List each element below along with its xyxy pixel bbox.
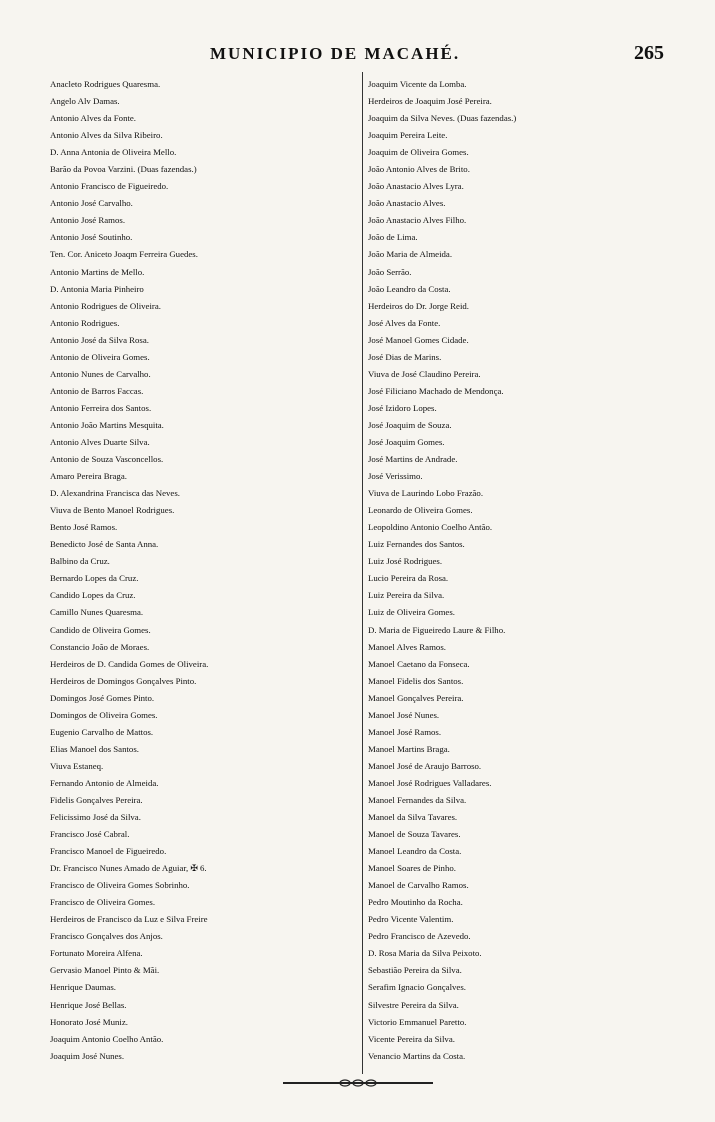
list-item: Henrique José Bellas. [50, 999, 127, 1010]
list-item: Serafim Ignacio Gonçalves. [368, 982, 466, 993]
list-item: Manoel Leandro da Costa. [368, 846, 462, 857]
list-item: Fidelis Gonçalves Pereira. [50, 794, 143, 805]
list-item: Candido de Oliveira Gomes. [50, 624, 151, 635]
list-item: Antonio José Soutinho. [50, 232, 133, 243]
list-item: João Antonio Alves de Brito. [368, 164, 470, 175]
list-item: Manoel de Carvalho Ramos. [368, 880, 469, 891]
list-item: Antonio Francisco de Figueiredo. [50, 181, 169, 192]
list-item: Gervasio Manoel Pinto & Mãi. [50, 965, 160, 976]
list-item: José Manoel Gomes Cidade. [368, 334, 469, 345]
right-name-column [368, 76, 688, 1065]
list-item: Sebastião Pereira da Silva. [368, 965, 462, 976]
list-item: José Dias de Marins. [368, 351, 442, 362]
list-item: Domingos José Gomes Pinto. [50, 692, 155, 703]
list-item: Herdeiros de Domingos Gonçalves Pinto. [50, 675, 197, 686]
list-item: Antonio Nunes de Carvalho. [50, 368, 151, 379]
page-title: MUNICIPIO DE MACAHÉ. [210, 44, 461, 63]
list-item: Leopoldino Antonio Coelho Antão. [368, 522, 493, 533]
list-item: João de Lima. [368, 232, 418, 243]
list-item: Manoel José Ramos. [368, 726, 442, 737]
list-item: D. Rosa Maria da Silva Peixoto. [368, 948, 482, 959]
list-item: Domingos de Oliveira Gomes. [50, 709, 158, 720]
list-item: José Alves da Fonte. [368, 317, 441, 328]
footer-ornament [283, 1079, 433, 1087]
list-item: João Anastacio Alves Filho. [368, 215, 467, 226]
list-item: Antonio de Souza Vasconcellos. [50, 454, 164, 465]
list-item: Joaquim Pereira Leite. [368, 130, 448, 141]
list-item: Herdeiros do Dr. Jorge Reid. [368, 300, 469, 311]
list-item: Antonio José da Silva Rosa. [50, 334, 149, 345]
list-item: Manoel Fidelis dos Santos. [368, 675, 464, 686]
list-item: Camillo Nunes Quaresma. [50, 607, 144, 618]
list-item: Herdeiros de Joaquim José Pereira. [368, 96, 492, 107]
list-item: Eugenio Carvalho de Mattos. [50, 726, 154, 737]
list-item: Antonio de Barros Faccas. [50, 385, 144, 396]
left-name-column [50, 76, 362, 1065]
list-item: José Martins de Andrade. [368, 454, 458, 465]
list-item: Joaquim da Silva Neves. (Duas fazendas.) [368, 113, 517, 124]
list-item: Henrique Daumas. [50, 982, 116, 993]
list-item: Victorio Emmanuel Paretto. [368, 1016, 467, 1027]
list-item: Manoel José Nunes. [368, 709, 440, 720]
list-item: Constancio João de Moraes. [50, 641, 150, 652]
list-item: Viuva de José Claudino Pereira. [368, 368, 481, 379]
list-item: Manoel Alves Ramos. [368, 641, 446, 652]
list-item: Honorato José Muniz. [50, 1016, 128, 1027]
list-item: João Leandro da Costa. [368, 283, 451, 294]
list-item: D. Antonia Maria Pinheiro [50, 283, 144, 294]
list-item: Herdeiros de Francisco da Luz e Silva Freire [50, 914, 208, 925]
list-item: Pedro Francisco de Azevedo. [368, 931, 471, 942]
list-item: Luiz José Rodrigues. [368, 556, 443, 567]
list-item: Antonio Rodrigues. [50, 317, 120, 328]
column-divider [362, 72, 363, 1074]
list-item: Manoel da Silva Tavares. [368, 812, 458, 823]
list-item: Antonio José Ramos. [50, 215, 126, 226]
list-item: Lucio Pereira da Rosa. [368, 573, 449, 584]
list-item: Francisco Gonçalves dos Anjos. [50, 931, 163, 942]
list-item: João Anastacio Alves. [368, 198, 446, 209]
list-item: Antonio Alves Duarte Silva. [50, 436, 150, 447]
list-item: Antonio Alves da Silva Ribeiro. [50, 130, 163, 141]
list-item: Manoel Fernandes da Silva. [368, 794, 467, 805]
list-item: Antonio Martins de Mello. [50, 266, 145, 277]
page-header [0, 44, 715, 72]
list-item: Francisco de Oliveira Gomes Sobrinho. [50, 880, 190, 891]
list-item: Manoel Soares de Pinho. [368, 863, 456, 874]
list-item: Antonio de Oliveira Gomes. [50, 351, 150, 362]
list-item: João Anastacio Alves Lyra. [368, 181, 464, 192]
list-item: Antonio Rodrigues de Oliveira. [50, 300, 161, 311]
list-item: Anacleto Rodrigues Quaresma. [50, 79, 161, 89]
list-item: João Serrão. [368, 266, 412, 277]
list-item: Joaquim Vicente da Lomba. [368, 79, 467, 89]
list-item: José Verissimo. [368, 471, 423, 482]
list-item: Francisco de Oliveira Gomes. [50, 897, 156, 908]
list-item: Bernardo Lopes da Cruz. [50, 573, 139, 584]
list-item: Manoel Martins Braga. [368, 743, 450, 754]
list-item: Pedro Moutinho da Rocha. [368, 897, 463, 908]
list-item: Manoel de Souza Tavares. [368, 829, 461, 840]
list-item: Manoel José de Araujo Barroso. [368, 760, 482, 771]
list-item: Candido Lopes da Cruz. [50, 590, 136, 601]
list-item: Angelo Alv Damas. [50, 96, 120, 107]
page-number: 265 [634, 42, 664, 64]
list-item: D. Alexandrina Francisca das Neves. [50, 488, 180, 499]
list-item: Herdeiros de D. Candida Gomes de Oliveira. [50, 658, 209, 669]
list-item: José Joaquim Gomes. [368, 436, 445, 447]
list-item: Pedro Vicente Valentim. [368, 914, 454, 925]
list-item: Antonio Alves da Fonte. [50, 113, 137, 124]
list-item: Balbino da Cruz. [50, 556, 110, 567]
list-item: Luiz de Oliveira Gomes. [368, 607, 455, 618]
list-item: Viuva de Laurindo Lobo Frazão. [368, 488, 484, 499]
list-item: Francisco José Cabral. [50, 829, 130, 840]
list-item: Felicissimo José da Silva. [50, 812, 141, 823]
list-item: Manoel Caetano da Fonseca. [368, 658, 470, 669]
list-item: Elias Manoel dos Santos. [50, 743, 139, 754]
list-item: Vicente Pereira da Silva. [368, 1033, 455, 1044]
list-item: Antonio José Carvalho. [50, 198, 133, 209]
list-item: José Filiciano Machado de Mendonça. [368, 385, 504, 396]
list-item: Joaquim Antonio Coelho Antão. [50, 1033, 164, 1044]
list-item: João Maria de Almeida. [368, 249, 453, 260]
list-item: Venancio Martins da Costa. [368, 1050, 466, 1061]
list-item: D. Anna Antonia de Oliveira Mello. [50, 147, 177, 158]
list-item: Barão da Povoa Varzini. (Duas fazendas.) [50, 164, 197, 175]
list-item: José Izidoro Lopes. [368, 402, 437, 413]
list-item: Joaquim José Nunes. [50, 1050, 125, 1061]
list-item: Manoel Gonçalves Pereira. [368, 692, 464, 703]
list-item: Luiz Fernandes dos Santos. [368, 539, 465, 550]
list-item: Amaro Pereira Braga. [50, 471, 127, 482]
list-item: José Joaquim de Souza. [368, 419, 452, 430]
list-item: D. Maria de Figueiredo Laure & Filho. [368, 624, 506, 635]
list-item: Luiz Pereira da Silva. [368, 590, 445, 601]
list-item: Dr. Francisco Nunes Amado de Aguiar, ✠ 6. [50, 863, 207, 874]
list-item: Benedicto José de Santa Anna. [50, 539, 159, 550]
list-item: Fortunato Moreira Alfena. [50, 948, 143, 959]
list-item: Leonardo de Oliveira Gomes. [368, 505, 473, 516]
list-item: Manoel José Rodrigues Valladares. [368, 777, 492, 788]
list-item: Viuva Estaneq. [50, 760, 104, 771]
list-item: Viuva de Bento Manoel Rodrigues. [50, 505, 175, 516]
list-item: Antonio João Martins Mesquita. [50, 419, 164, 430]
list-item: Bento José Ramos. [50, 522, 118, 533]
list-item: Francisco Manoel de Figueiredo. [50, 846, 167, 857]
list-item: Ten. Cor. Aniceto Joaqm Ferreira Guedes. [50, 249, 198, 260]
list-item: Antonio Ferreira dos Santos. [50, 402, 152, 413]
list-item: Silvestre Pereira da Silva. [368, 999, 459, 1010]
list-item: Fernando Antonio de Almeida. [50, 777, 159, 788]
list-item: Joaquim de Oliveira Gomes. [368, 147, 469, 158]
